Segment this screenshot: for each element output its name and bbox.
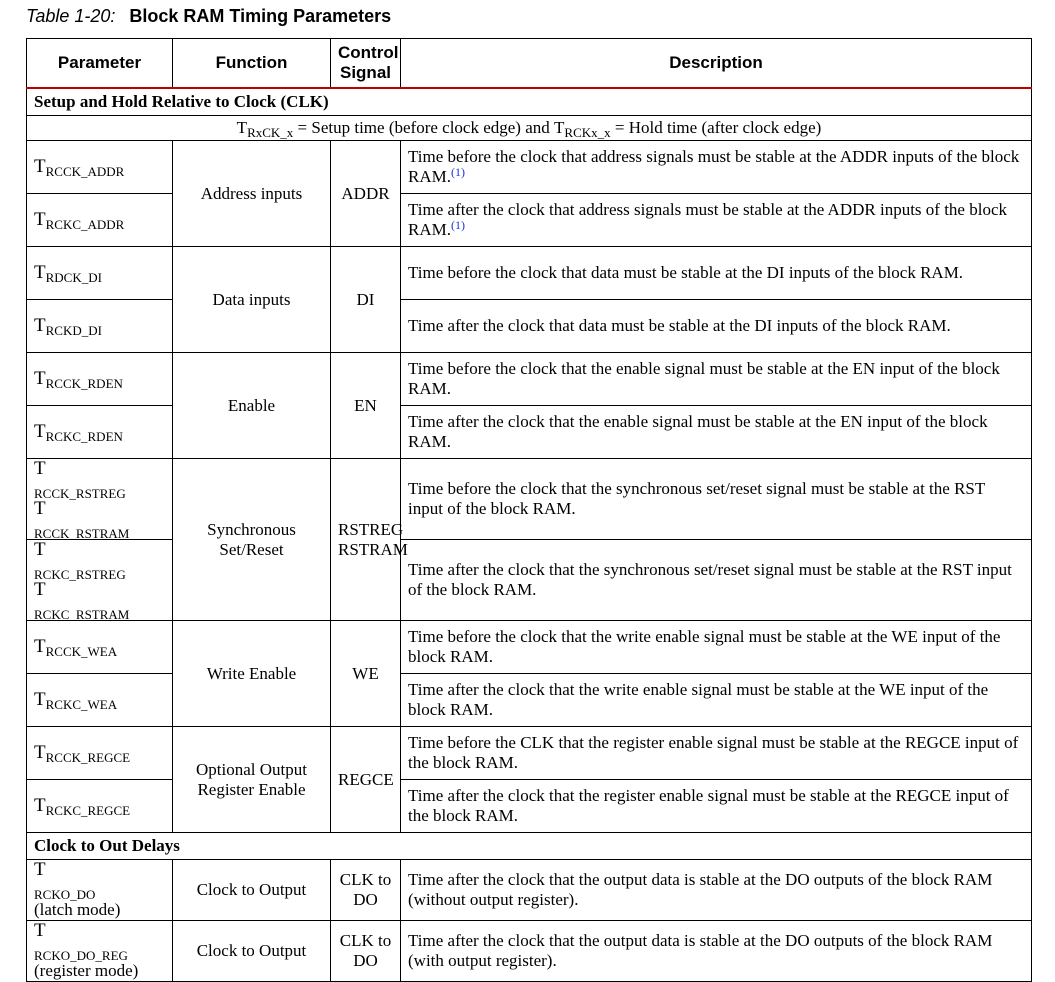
- function-cell: Synchronous Set/Reset: [173, 459, 331, 621]
- description-cell: Time after the clock that the output data is stable at the DO outputs of the block RAM (with output register).: [401, 921, 1032, 982]
- description-cell: Time before the clock that the synchronous set/reset signal must be stable at the RST input of the block RAM.: [401, 459, 1032, 540]
- description-cell: Time after the clock that data must be stable at the DI inputs of the block RAM.: [401, 300, 1032, 353]
- description-cell: Time after the clock that the enable signal must be stable at the EN input of the block RAM.: [401, 406, 1032, 459]
- param-cell: T $_{RCCK\_RSTREG}$ T $_{RCCK\_RSTRAM}$: [27, 459, 173, 540]
- description-cell: Time before the CLK that the register enable signal must be stable at the REGCE input of the block RAM.: [401, 727, 1032, 780]
- function-cell: Write Enable: [173, 621, 331, 727]
- table-row: [27, 860, 1032, 921]
- param-cell: $T_{RCKD\_DI}$: [27, 300, 173, 353]
- formula-row: [27, 116, 1032, 141]
- param-cell: $T_{RDCK\_DI}$: [27, 247, 173, 300]
- description-cell: Time after the clock that the write enable signal must be stable at the WE input of the block RAM.: [401, 674, 1032, 727]
- footnote-link[interactable]: (1): [450, 165, 465, 179]
- function-cell: Data inputs: [173, 247, 331, 353]
- description-cell: Time after the clock that the output data is stable at the DO outputs of the block RAM (without output register).: [401, 860, 1032, 921]
- timing-table: [26, 38, 1032, 982]
- description-cell: Time before the clock that the write enable signal must be stable at the WE input of the block RAM.: [401, 621, 1032, 674]
- control-cell: CLK to DO: [331, 921, 401, 982]
- param-cell: $T_{RCCK\_REGCE}$: [27, 727, 173, 780]
- table-row: [27, 921, 1032, 982]
- table-row: [27, 459, 1032, 540]
- header-function: Function: [173, 39, 331, 89]
- param-cell: T $_{RCKO\_DO}$ (latch mode): [27, 860, 173, 921]
- control-cell: CLK to DO: [331, 860, 401, 921]
- function-cell: Clock to Output: [173, 921, 331, 982]
- description-cell: Time after the clock that address signals must be stable at the ADDR inputs of the block RAM.$^{(1)}$: [401, 194, 1032, 247]
- table-row: [27, 353, 1032, 406]
- param-cell: $T_{RCKC\_WEA}$: [27, 674, 173, 727]
- formula-text: $T_{RxCK\_x}$ = Setup time (before clock edge) and $T_{RCKx\_x}$ = Hold time (after clock edge): [27, 116, 1032, 141]
- caption-number: Table 1-20:: [26, 6, 116, 26]
- param-cell: $T_{RCCK\_ADDR}$: [27, 141, 173, 194]
- param-cell: $T_{RCKC\_ADDR}$: [27, 194, 173, 247]
- param-cell: $T_{RCKC\_REGCE}$: [27, 780, 173, 833]
- description-cell: Time before the clock that address signals must be stable at the ADDR inputs of the block RAM.$^{(1)}$: [401, 141, 1032, 194]
- table-row: [27, 621, 1032, 674]
- param-cell: T $_{RCKC\_RSTREG}$ T $_{RCKC\_RSTRAM}$: [27, 540, 173, 621]
- table-row: [27, 247, 1032, 300]
- function-cell: Clock to Output: [173, 860, 331, 921]
- caption-title: Block RAM Timing Parameters: [129, 6, 392, 26]
- control-cell: EN: [331, 353, 401, 459]
- table-caption: [26, 6, 391, 27]
- section-row: [27, 833, 1032, 860]
- section-title-setup-hold: Setup and Hold Relative to Clock (CLK): [27, 88, 1032, 116]
- header-parameter: Parameter: [27, 39, 173, 89]
- description-cell: Time before the clock that data must be stable at the DI inputs of the block RAM.: [401, 247, 1032, 300]
- function-cell: Enable: [173, 353, 331, 459]
- param-cell: T $_{RCKO\_DO\_REG}$ (register mode): [27, 921, 173, 982]
- control-cell: ADDR: [331, 141, 401, 247]
- function-cell: Address inputs: [173, 141, 331, 247]
- description-cell: Time after the clock that the register enable signal must be stable at the REGCE input of the block RAM.: [401, 780, 1032, 833]
- param-cell: $T_{RCCK\_WEA}$: [27, 621, 173, 674]
- header-description: Description: [401, 39, 1032, 89]
- description-cell: Time before the clock that the enable signal must be stable at the EN input of the block RAM.: [401, 353, 1032, 406]
- table-row: [27, 141, 1032, 194]
- section-title-clock-to-out: Clock to Out Delays: [27, 833, 1032, 860]
- control-cell: DI: [331, 247, 401, 353]
- header-control-signal: Control Signal: [331, 39, 401, 89]
- control-cell: RSTREG RSTRAM: [331, 459, 401, 621]
- control-cell: REGCE: [331, 727, 401, 833]
- footnote-link[interactable]: (1): [450, 218, 465, 232]
- param-cell: $T_{RCKC\_RDEN}$: [27, 406, 173, 459]
- param-cell: $T_{RCCK\_RDEN}$: [27, 353, 173, 406]
- description-cell: Time after the clock that the synchronous set/reset signal must be stable at the RST input of the block RAM.: [401, 540, 1032, 621]
- header-row: [27, 39, 1032, 89]
- section-row: [27, 88, 1032, 116]
- control-cell: WE: [331, 621, 401, 727]
- function-cell: Optional Output Register Enable: [173, 727, 331, 833]
- table-row: [27, 727, 1032, 780]
